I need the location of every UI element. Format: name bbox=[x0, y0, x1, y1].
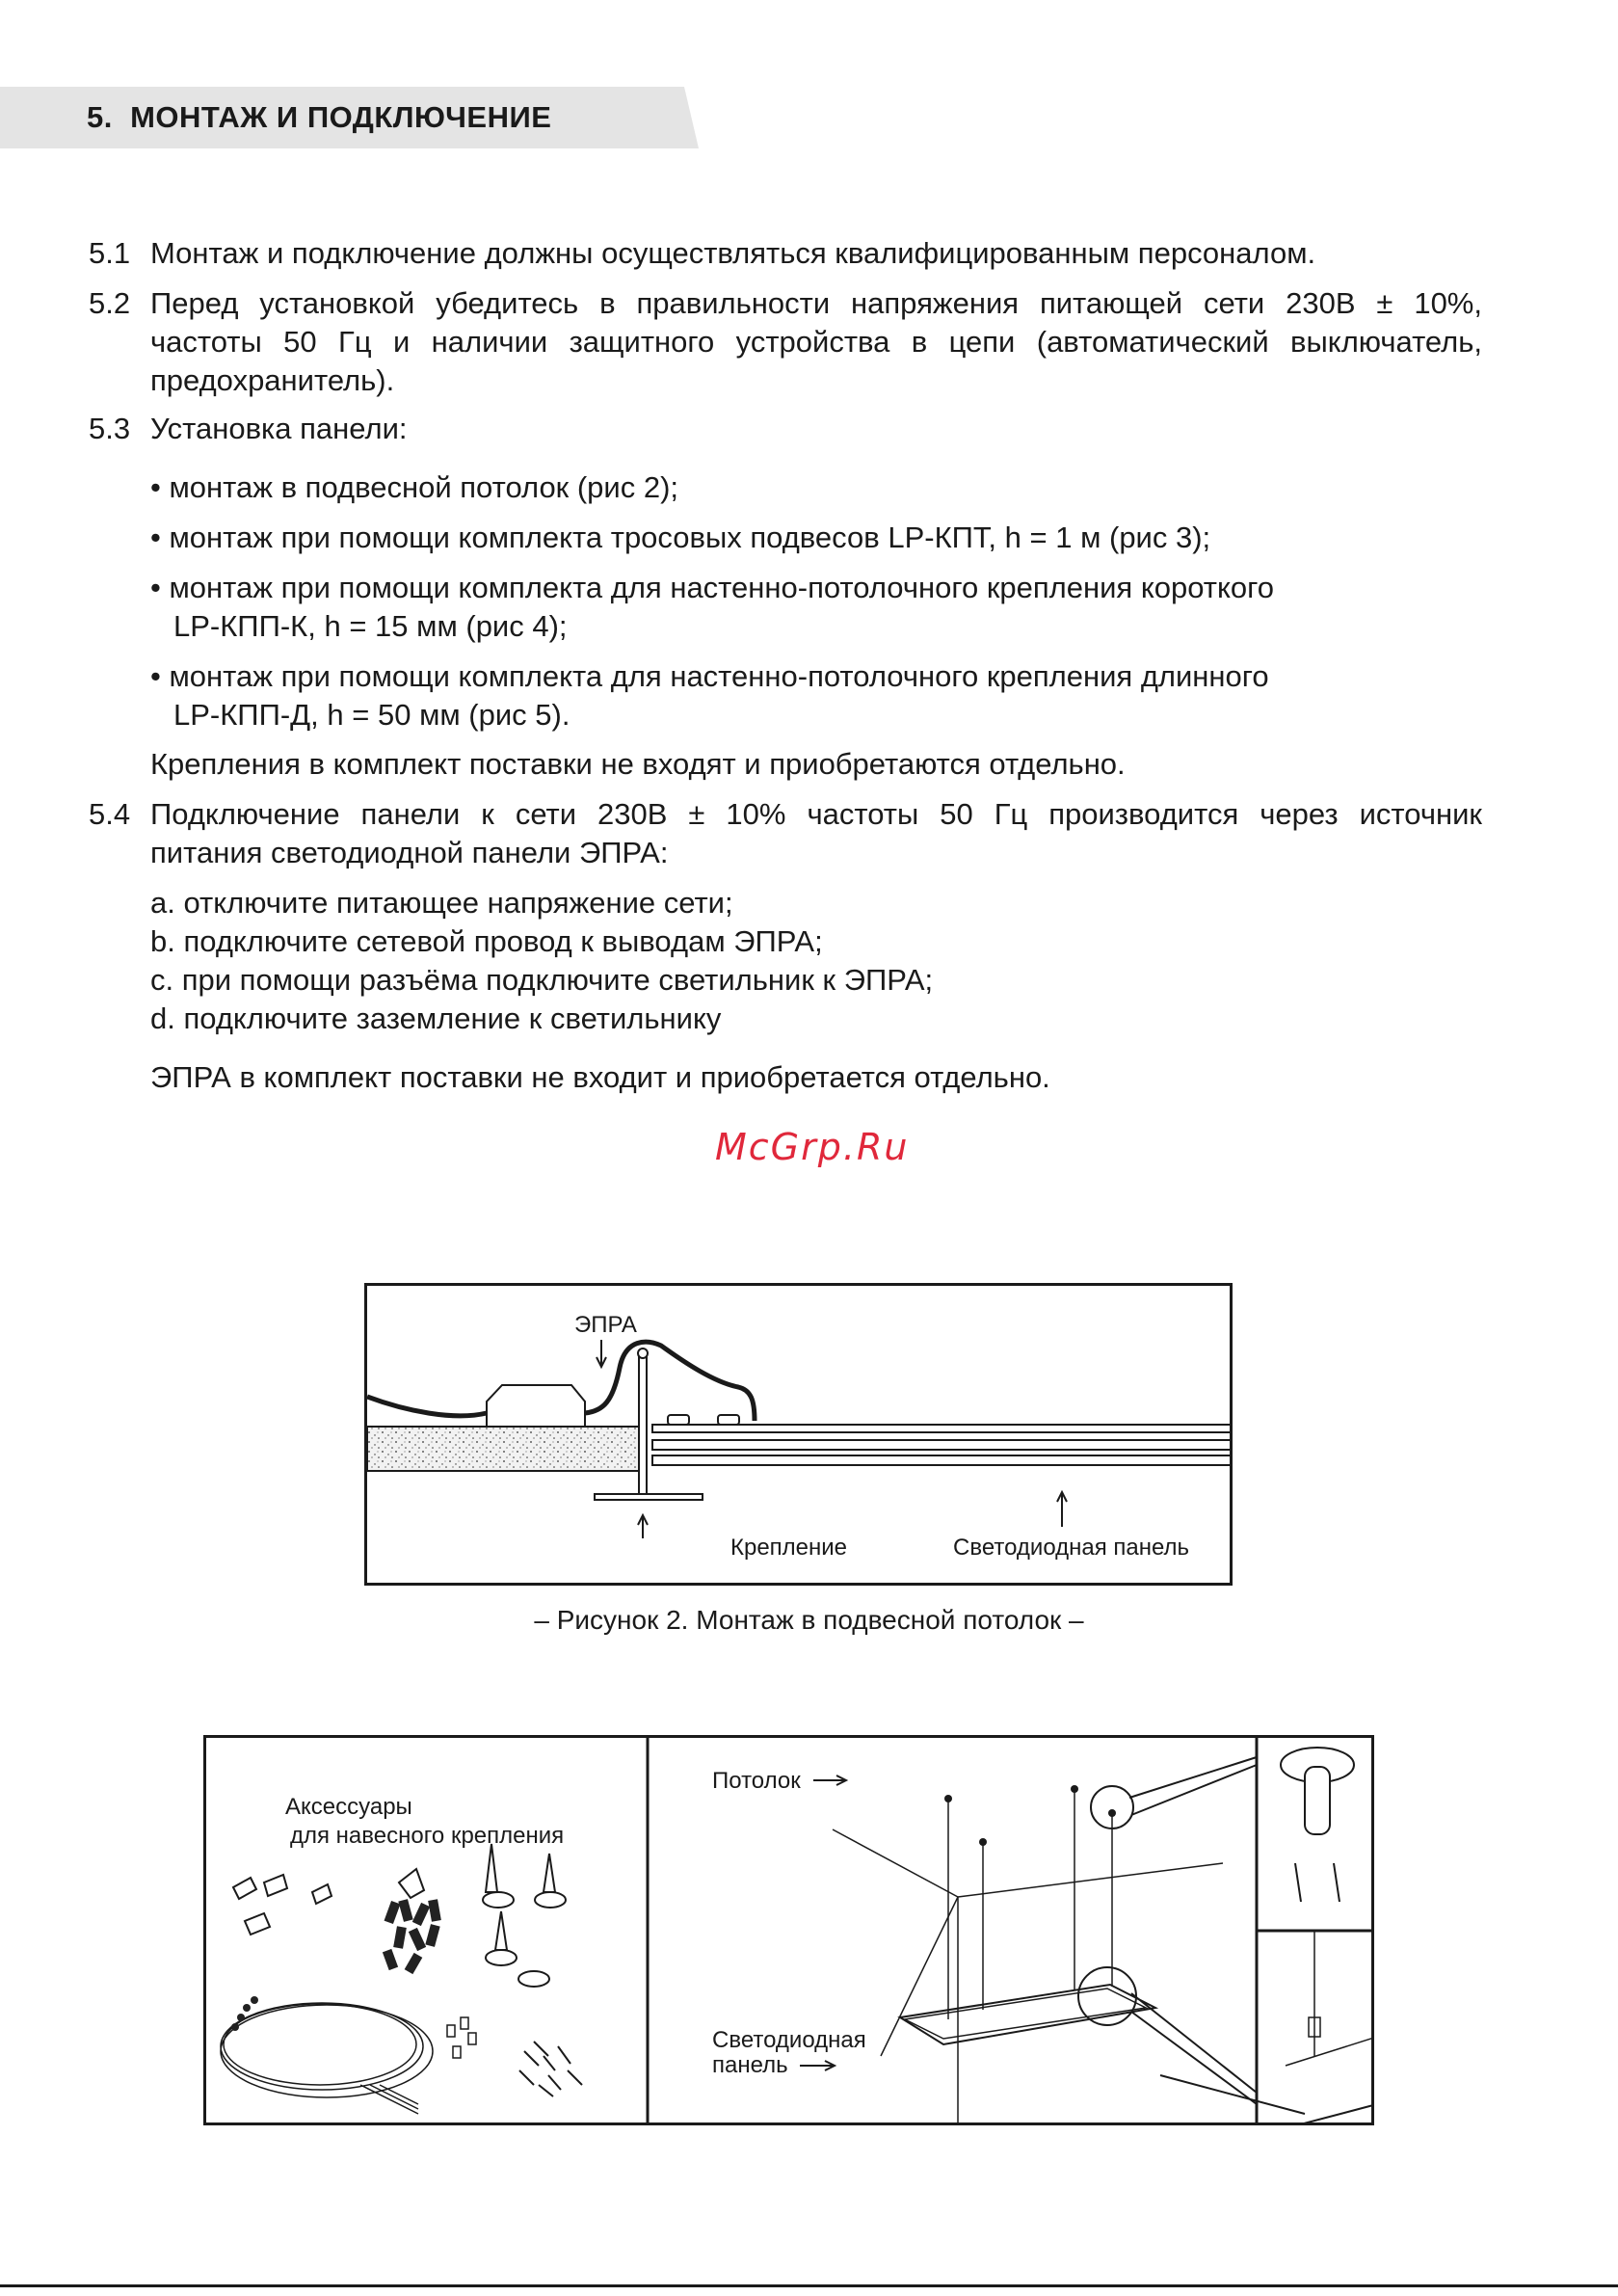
panel-label-line2: панель bbox=[712, 2052, 788, 2078]
list-item: • монтаж при помощи комплекта для настенно-потолочного крепления длинного bbox=[150, 659, 1269, 693]
step-item: d. подключите заземление к светильнику bbox=[150, 1001, 722, 1035]
figure-cable-suspension bbox=[203, 1735, 1374, 2125]
item-number: 5.4 bbox=[89, 797, 131, 831]
figure-ceiling-mount bbox=[364, 1283, 1233, 1586]
led-panel-label: Светодиодная панель bbox=[953, 1535, 1190, 1561]
figure-caption: – Рисунок 2. Монтаж в подвесной потолок – bbox=[534, 1605, 1084, 1635]
item-text: Монтаж и подключение должны осуществляться квалифицированным персоналом. bbox=[150, 236, 1316, 270]
item-number: 5.2 bbox=[89, 286, 131, 320]
note-text: ЭПРА в комплект поставки не входит и приобретается отдельно. bbox=[150, 1060, 1050, 1094]
section-title: 5. МОНТАЖ И ПОДКЛЮЧЕНИЕ bbox=[87, 100, 552, 134]
watermark: McGrp.Ru bbox=[715, 1126, 910, 1168]
accessories-title-line2: для навесного крепления bbox=[290, 1823, 565, 1849]
panel-label-line1: Светодиодная bbox=[712, 2027, 866, 2053]
page-bottom-rule bbox=[0, 2284, 1618, 2287]
list-item: • монтаж при помощи комплекта тросовых подвесов LP-КПТ, h = 1 м (рис 3); bbox=[150, 521, 1211, 554]
accessories-title-line1: Аксессуары bbox=[285, 1794, 412, 1820]
list-item: • монтаж при помощи комплекта для настенно-потолочного крепления короткого bbox=[150, 571, 1274, 604]
item-number: 5.3 bbox=[89, 412, 131, 445]
step-item: c. при помощи разъёма подключите светильник к ЭПРА; bbox=[150, 963, 934, 997]
item-paragraph bbox=[150, 284, 1482, 400]
list-item-cont: LP-КПП-Д, h = 50 мм (рис 5). bbox=[173, 698, 570, 732]
list-item-cont: LP-КПП-К, h = 15 мм (рис 4); bbox=[173, 609, 568, 643]
item-text: Установка панели: bbox=[150, 412, 408, 445]
paragraph-line: Перед установкой убедитесь в правильности напряжения питающей сети 230В ± 10%, bbox=[150, 286, 1482, 320]
step-item: a. отключите питающее напряжение сети; bbox=[150, 886, 733, 920]
item-paragraph bbox=[150, 795, 1482, 872]
paragraph-line: Подключение панели к сети 230В ± 10% частоты 50 Гц производится через источник bbox=[150, 797, 1482, 831]
epra-label: ЭПРА bbox=[574, 1312, 637, 1338]
note-text: Крепления в комплект поставки не входят и приобретаются отдельно. bbox=[150, 747, 1126, 781]
mount-label: Крепление bbox=[730, 1535, 848, 1561]
paragraph-line: предохранитель). bbox=[150, 363, 395, 397]
ceiling-label: Потолок bbox=[712, 1768, 801, 1794]
item-number: 5.1 bbox=[89, 236, 131, 270]
paragraph-line: частоты 50 Гц и наличии защитного устройства в цепи (автоматический выключатель, bbox=[150, 325, 1482, 359]
paragraph-line: питания светодиодной панели ЭПРА: bbox=[150, 836, 669, 869]
step-item: b. подключите сетевой провод к выводам ЭПРА; bbox=[150, 924, 823, 958]
list-item: • монтаж в подвесной потолок (рис 2); bbox=[150, 470, 679, 504]
